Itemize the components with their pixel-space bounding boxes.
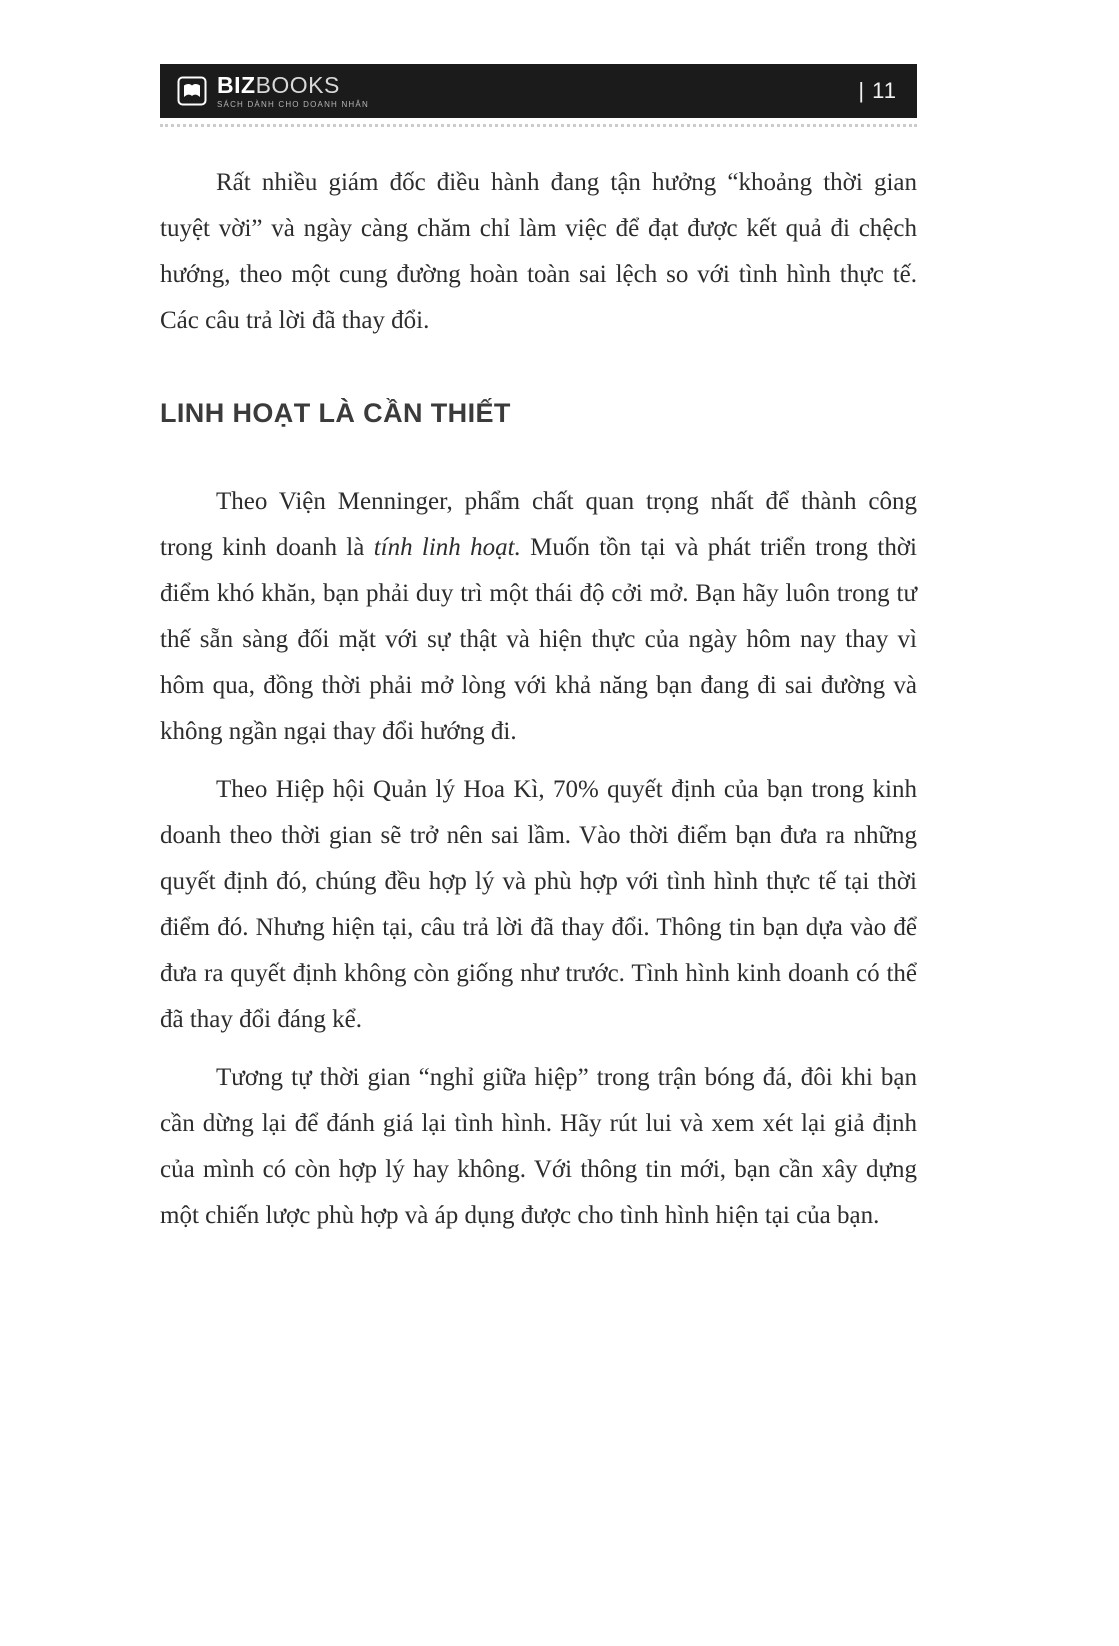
bizbooks-logo-icon bbox=[176, 75, 208, 107]
logo-title-books: BOOKS bbox=[255, 71, 340, 98]
logo-text bbox=[217, 71, 369, 109]
page-content bbox=[160, 160, 917, 1251]
bizbooks-logo bbox=[176, 71, 369, 109]
paragraph-flexibility bbox=[160, 479, 917, 755]
page-number: | 11 bbox=[858, 78, 897, 103]
header-perforation-divider bbox=[160, 124, 917, 127]
logo-tagline: SÁCH DÀNH CHO DOANH NHÂN bbox=[217, 99, 369, 109]
paragraph-text-pre: Theo Viện Menninger, phẩm chất quan trọng nhất để thành công trong kinh doanh là bbox=[160, 488, 917, 561]
header-bar bbox=[160, 64, 917, 118]
section-heading: LINH HOẠT LÀ CẦN THIẾT bbox=[160, 398, 511, 428]
logo-title-biz: BIZ bbox=[217, 71, 256, 98]
paragraph-text-post: Muốn tồn tại và phát triển trong thời điểm khó khăn, bạn phải duy trì một thái độ cởi mở. Bạn hãy luôn trong tư thế sẵn sàng đối mặt với sự thật và hiện thực của ngày hôm nay thay vì hôm qua, đồng thời phải mở lòng với khả năng bạn đang đi sai đường và không ngần ngại thay đổi hướng đi. bbox=[160, 534, 918, 745]
logo-title bbox=[217, 71, 369, 98]
paragraph-management-association: Theo Hiệp hội Quản lý Hoa Kì, 70% quyết định của bạn trong kinh doanh theo thời gian sẽ trở nên sai lầm. Vào thời điểm bạn đưa ra những quyết định đó, chúng đều hợp lý và phù hợp với tình hình thực tế tại thời điểm đó. Nhưng hiện tại, câu trả lời đã thay đổi. Thông tin bạn dựa vào để đưa ra quyết định không còn giống như trước. Tình hình kinh doanh có thể đã thay đổi đáng kể. bbox=[160, 776, 917, 1033]
italic-phrase: tính linh hoạt. bbox=[373, 534, 521, 561]
paragraph-halftime: Tương tự thời gian “nghỉ giữa hiệp” trong trận bóng đá, đôi khi bạn cần dừng lại để đánh giá lại tình hình. Hãy rút lui và xem xét lại giả định của mình có còn hợp lý hay không. Với thông tin mới, bạn cần xây dựng một chiến lược phù hợp và áp dụng được cho tình hình hiện tại của bạn. bbox=[160, 1064, 917, 1229]
paragraph-intro: Rất nhiều giám đốc điều hành đang tận hưởng “khoảng thời gian tuyệt vời” và ngày càng chăm chỉ làm việc để đạt được kết quả đi chệch hướng, theo một cung đường hoàn toàn sai lệch so với tình hình thực tế. Các câu trả lời đã thay đổi. bbox=[160, 169, 917, 334]
